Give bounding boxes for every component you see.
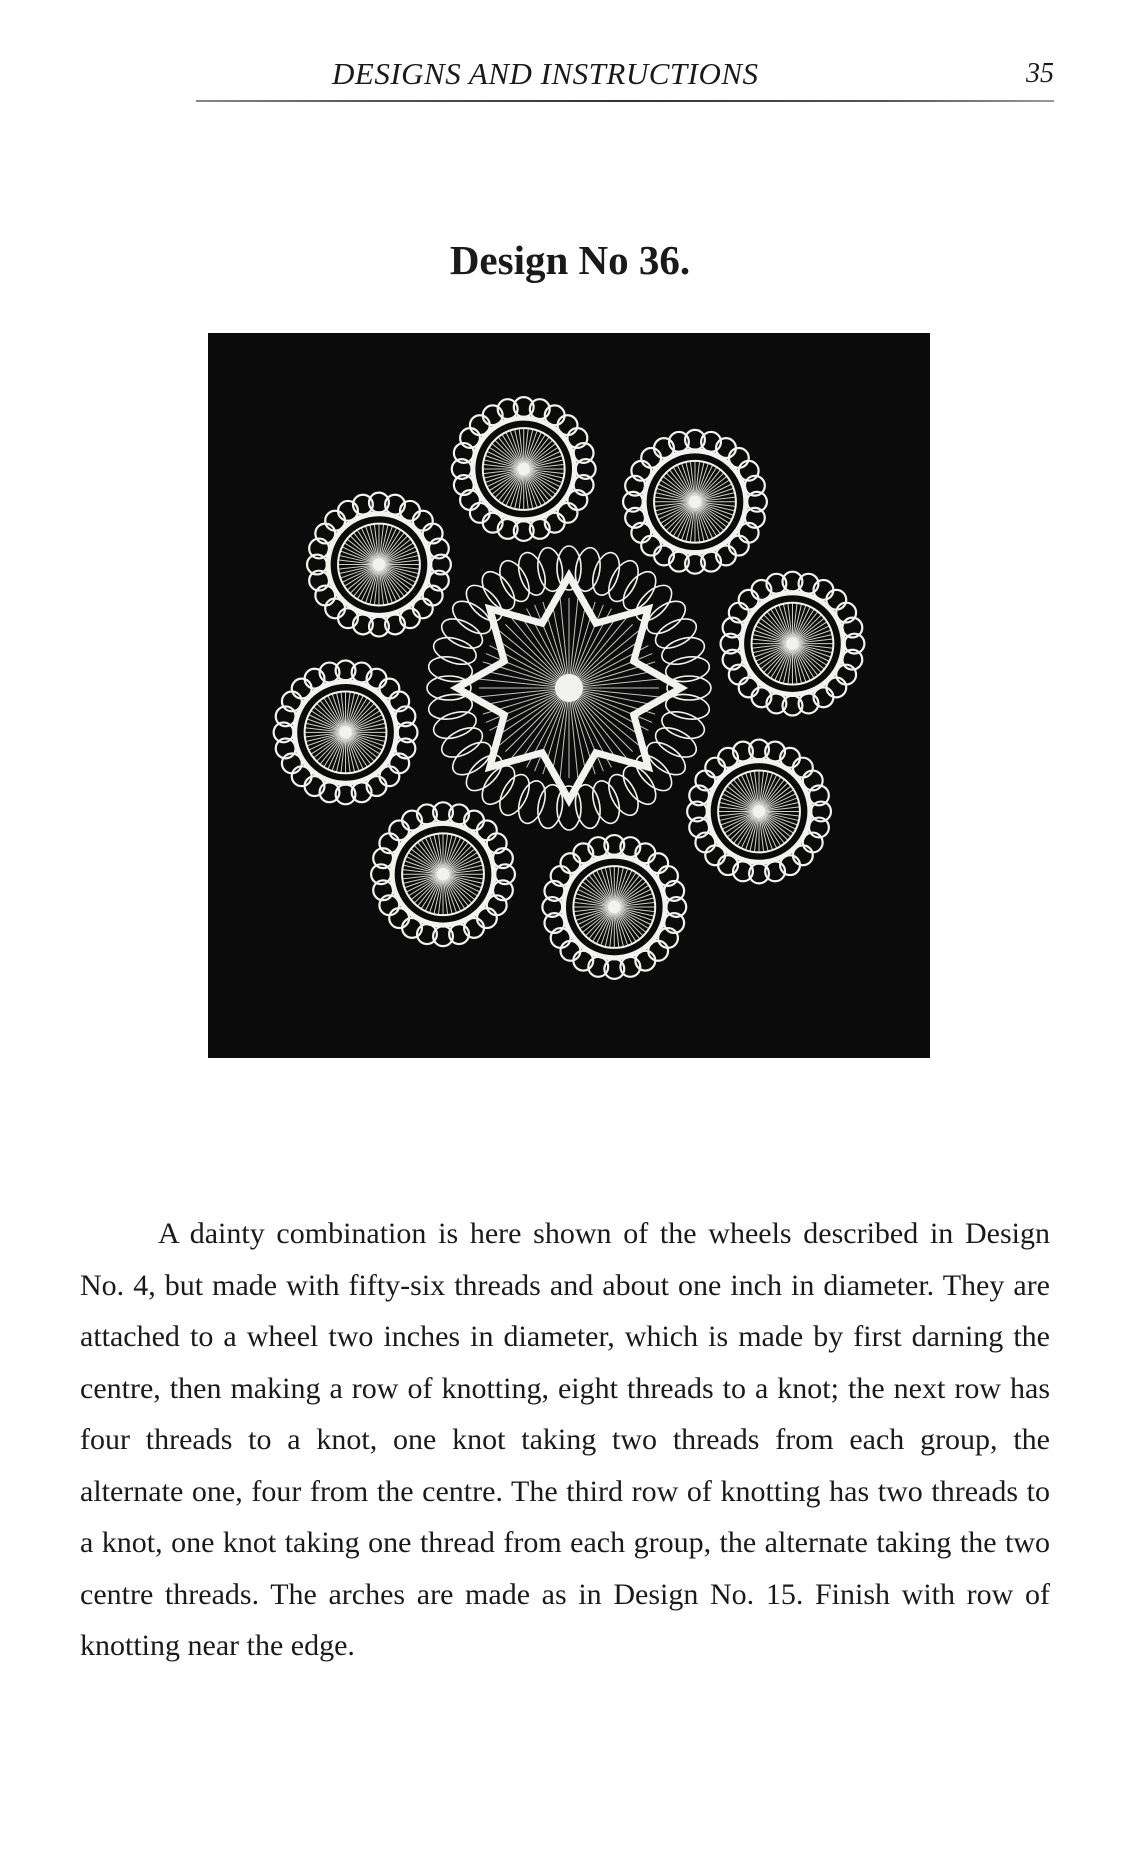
running-title: DESIGNS AND INSTRUCTIONS: [332, 56, 759, 91]
small-wheel-3: [721, 572, 865, 716]
design-title: Design No 36.: [449, 237, 691, 283]
small-wheel-2: [623, 430, 767, 574]
page-number: 35: [1026, 58, 1054, 89]
doily-photo: [208, 333, 930, 1058]
small-wheel-8: [307, 493, 451, 637]
small-wheel-1: [452, 397, 596, 541]
running-head: [196, 48, 1054, 104]
instruction-paragraph: A dainty combination is here shown of the wheels described in Design No. 4, but made with fifty-six threads and about one inch in diameter. They are attached to a wheel two inches in diameter, which is made by first darning the centre, then making a row of knotting, eight threads to a knot; the next row has four threads to a knot, one knot taking two threads from each group, the alternate one, four from the centre. The third row of knotting has two threads to a knot, one knot taking one thread from each group, the alternate taking the two centre threads. The arches are made as in Design No. 15. Finish with row of knotting near the edge.: [80, 1217, 1050, 1662]
header-rule: [196, 100, 1054, 102]
small-wheel-5: [542, 835, 686, 979]
lace-doily-icon: [208, 333, 930, 1058]
central-wheel: [427, 546, 711, 830]
small-wheel-7: [274, 660, 418, 804]
small-wheel-6: [371, 802, 515, 946]
small-wheel-4: [687, 740, 831, 884]
